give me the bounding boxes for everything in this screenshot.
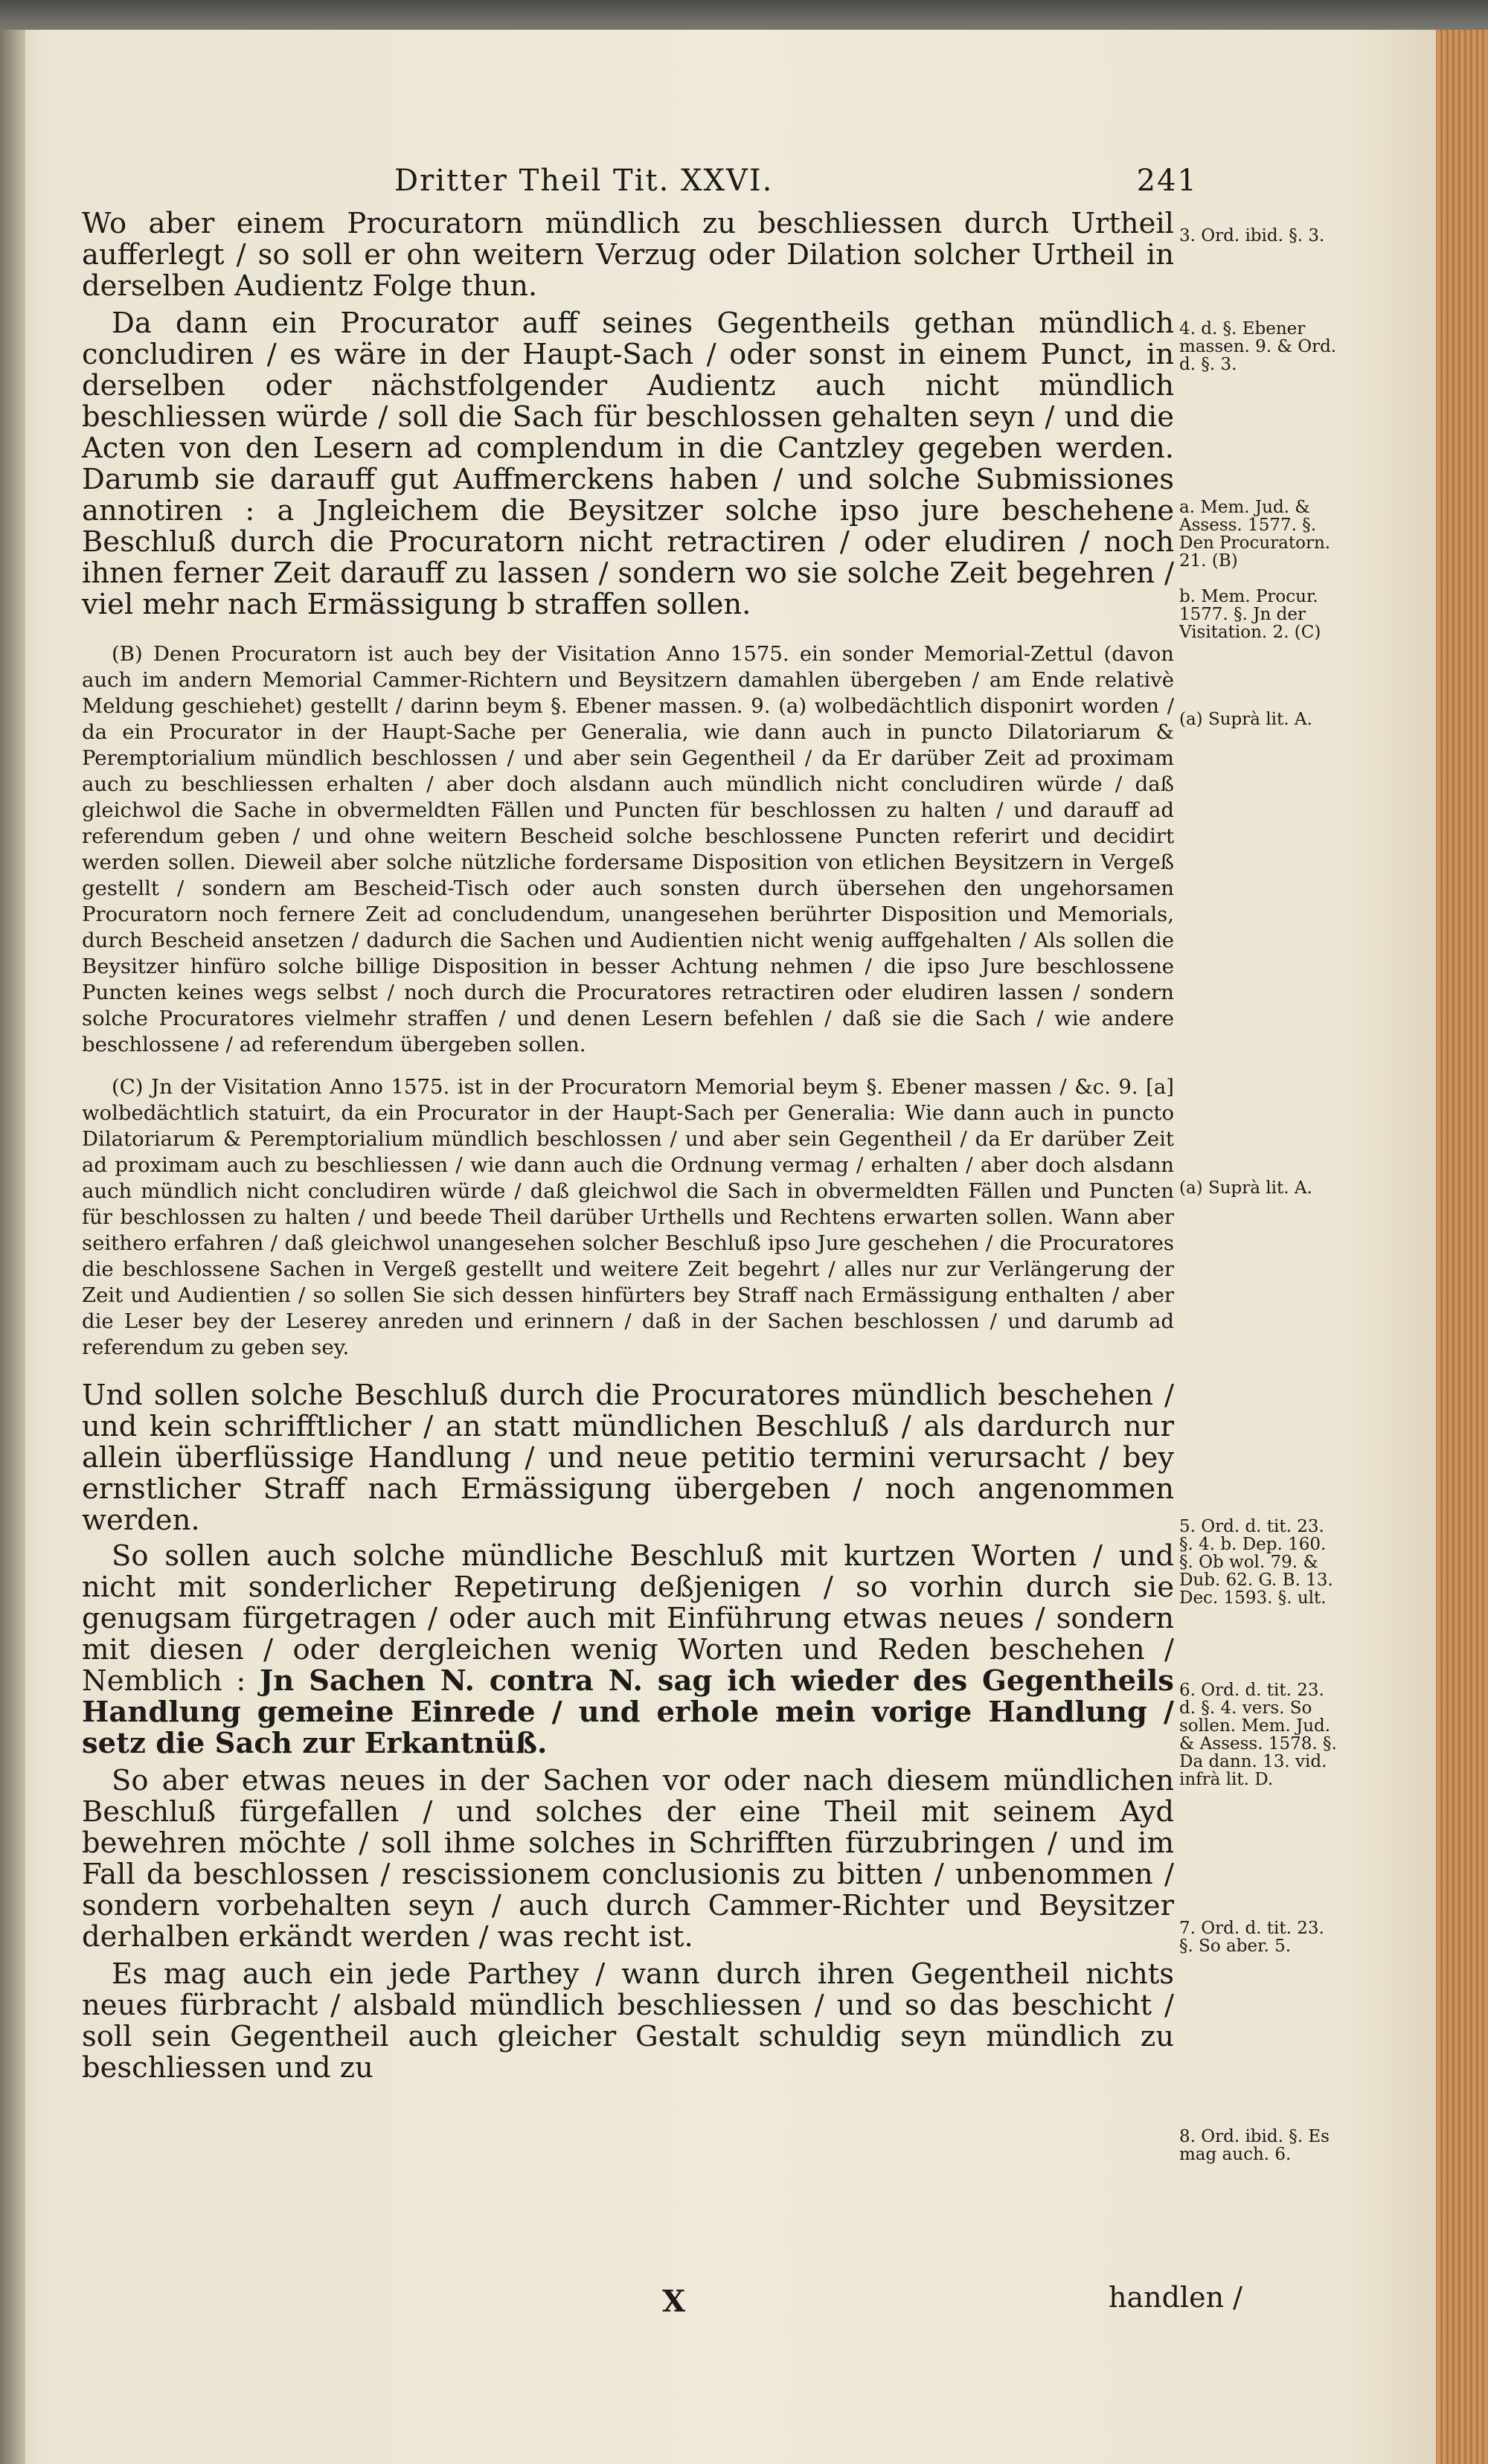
margin-note-b: b. Mem. Procur. 1577. §. Jn der Visitation. 2. (C) bbox=[1179, 587, 1321, 642]
margin-note-7: 7. Ord. d. tit. 23. §. So aber. 5. bbox=[1179, 1919, 1324, 1956]
margin-note-8: 8. Ord. ibid. §. Es mag auch. 6. bbox=[1179, 2127, 1330, 2164]
paragraph-6 bbox=[82, 1541, 1174, 1759]
margin-note-4: 4. d. §. Ebener massen. 9. & Ord. d. §. 3. bbox=[1179, 319, 1337, 374]
footnote-c: (C) Jn der Visitation Anno 1575. ist in der Procuratorn Memorial beym §. Ebener massen / &c. 9. [a] wolbedächtlich statuirt, da ein Procurator in der Haupt-Sach per Generalia: Wie dann auch in puncto Dilatoriarum & Peremptorialium mündlich beschlossen / und aber sein Gegentheil / da Er darüber Zeit ad proximam auch zu beschliessen / wie dann auch die Ordnung vermag / erhalten / aber doch alsdann auch mündlich nicht concludiren würde / daß gleichwol die Sach in obvermeldten Fällen und Puncten für beschlossen zu halten / und beede Theil darüber Urthells und Rechtens erwarten sollen. Wann aber seithero erfahren / daß gleichwol unangesehen solcher Beschluß ipso Jure geschehen / die Procuratores die beschlossene Sachen in Vergeß gestellt und weitere Zeit begehrt / alles nur zur Verlängerung der Zeit und Audientien / so sollen Sie sich dessen hinfürters bey Straff nach Ermässigung enthalten / aber die Leser bey der Leserey anreden und erinnern / daß in der Sachen beschlossen / und darumb ad referendum zu geben sey. bbox=[82, 1075, 1174, 1359]
paragraph-3: Wo aber einem Procuratorn mündlich zu beschliessen durch Urtheil aufferlegt / so soll er ohn weitern Verzug oder Dilation solcher Urtheil in derselben Audientz Folge thun. bbox=[82, 207, 1174, 303]
margin-note-supra-1: (a) Suprà lit. A. bbox=[1179, 710, 1312, 729]
page-number: 241 bbox=[1136, 164, 1198, 198]
page-gutter bbox=[0, 30, 25, 2464]
page-content bbox=[45, 0, 1414, 2464]
margin-note-supra-2: (a) Suprà lit. A. bbox=[1179, 1178, 1312, 1198]
paragraph-5: Und sollen solche Beschluß durch die Procuratores mündlich beschehen / und kein schrifftlicher / an statt mündlichen Beschluß / als dardurch nur allein überflüssige Handlung / und neue petitio termini verursacht / bey ernstlicher Straff nach Ermässigung übergeben / noch angenommen werden. bbox=[82, 1379, 1174, 1537]
margin-note-5: 5. Ord. d. tit. 23. §. 4. b. Dep. 160. §. Ob wol. 79. & Dub. 62. G. B. 13. Dec. 1593. §. ult. bbox=[1179, 1517, 1333, 1608]
main-text bbox=[82, 208, 1174, 2084]
footnote-b: (B) Denen Procuratorn ist auch bey der Visitation Anno 1575. ein sonder Memorial-Zettul (davon auch im andern Memorial Cammer-Richtern und Beysitzern damahlen übergeben / am Ende relativè Meldung geschiehet) gestellt / darinn beym §. Ebener massen. 9. (a) wolbedächtlich disponirt worden / da ein Procurator in der Haupt-Sache per Generalia, wie dann auch in puncto Dilatoriarum & Peremptorialium mündlich beschlossen / und aber sein Gegentheil / da Er darüber Zeit ad proximam auch zu beschliessen erhalten / aber doch alsdann auch mündlich nicht concludiren würde / daß gleichwol die Sache in obvermeldten Fällen und Puncten für beschlossen zu halten / und darauff ad referendum geben / und ohne weitern Bescheid solche beschlossene Puncten referirt und decidirt werden sollen. Dieweil aber solche nützliche fordersame Disposition von etlichen Beysitzern in Vergeß gestellt / sondern am Bescheid-Tisch oder auch sonsten durch übersehen den ungehorsamen Procuratorn noch fernere Zeit ad concludendum, unangesehen berührter Disposition und Memorials, durch Bescheid ansetzen / dadurch die Sachen und Audientien nicht wenig auffgehalten / Als sollen die Beysitzer hinfüro solche billige Disposition in besser Achtung nehmen / die ipso Jure beschlossene Puncten keines wegs selbst / noch durch die Procuratores retractiren oder eludiren lassen / sondern solche Procuratores vielmehr straffen / und denen Lesern befehlen / daß sie die Sach / wie andere beschlossene / ad referendum übergeben sollen. bbox=[82, 642, 1174, 1056]
paragraph-7: So aber etwas neues in der Sachen vor oder nach diesem mündlichen Beschluß fürgefallen / und solches der eine Theil mit seinem Ayd bewehren möchte / soll ihme solches in Schrifften fürzubringen / und im Fall da beschlossen / rescissionem conclusionis zu bitten / unbenommen / sondern vorbehalten seyn / auch durch Cammer-Richter und Beysitzer derhalben erkändt werden / was recht ist. bbox=[82, 1764, 1174, 1954]
margin-note-3: 3. Ord. ibid. §. 3. bbox=[1179, 226, 1325, 246]
paragraph-6-text: So sollen auch solche mündliche Beschluß mit kurtzen Worten / und nicht mit sonderlicher Repetirung deßjenigen / so vorhin durch sie genugsam fürgetragen / oder auch mit Einführung etwas neues / sondern mit diesen / oder dergleichen wenig Worten und Reden beschehen / Nemblich : bbox=[82, 1539, 1174, 1698]
signature-mark: X bbox=[662, 2284, 686, 2319]
running-title: Dritter Theil Tit. XXVI. bbox=[394, 164, 774, 198]
catchword: handlen / bbox=[1109, 2281, 1242, 2314]
paragraph-8: Es mag auch ein jede Parthey / wann durch ihren Gegentheil nichts neues fürbracht / alsbald mündlich beschliessen / und so das beschicht / soll sein Gegentheil auch gleicher Gestalt schuldig seyn mündlich zu beschliessen und zu bbox=[82, 1957, 1174, 2085]
margin-note-6: 6. Ord. d. tit. 23. d. §. 4. vers. So sollen. Mem. Jud. & Assess. 1578. §. Da dann. 13. vid. infrà lit. D. bbox=[1179, 1681, 1337, 1789]
running-header bbox=[394, 164, 1228, 198]
page-fore-edge bbox=[1436, 30, 1488, 2464]
closing-formula: Jn Sachen N. contra N. sag ich wieder des Gegentheils Handlung gemeine Einrede / und erhole mein vorige Handlung / setz die Sach zur Erkantnüß. bbox=[82, 1664, 1174, 1760]
margin-note-a: a. Mem. Jud. & Assess. 1577. §. Den Procuratorn. 21. (B) bbox=[1179, 498, 1331, 571]
paragraph-4: Da dann ein Procurator auff seines Gegentheils gethan mündlich concludiren / es wäre in der Haupt-Sach / oder sonst in einem Punct, in derselben oder nächstfolgender Audientz auch nicht mündlich beschliessen würde / soll die Sach für beschlossen gehalten seyn / und die Acten von den Lesern ad complendum in die Cantzley gegeben werden. Darumb sie darauff gut Auffmerckens haben / und solche Submissiones annotiren : a Jngleichem die Beysitzer solche ipso jure beschehene Beschluß durch die Procuratorn nicht retractiren / oder eludiren / noch ihnen ferner Zeit darauff zu lassen / sondern wo sie solche Zeit begehren / viel mehr nach Ermässigung b straffen sollen. bbox=[82, 307, 1174, 621]
